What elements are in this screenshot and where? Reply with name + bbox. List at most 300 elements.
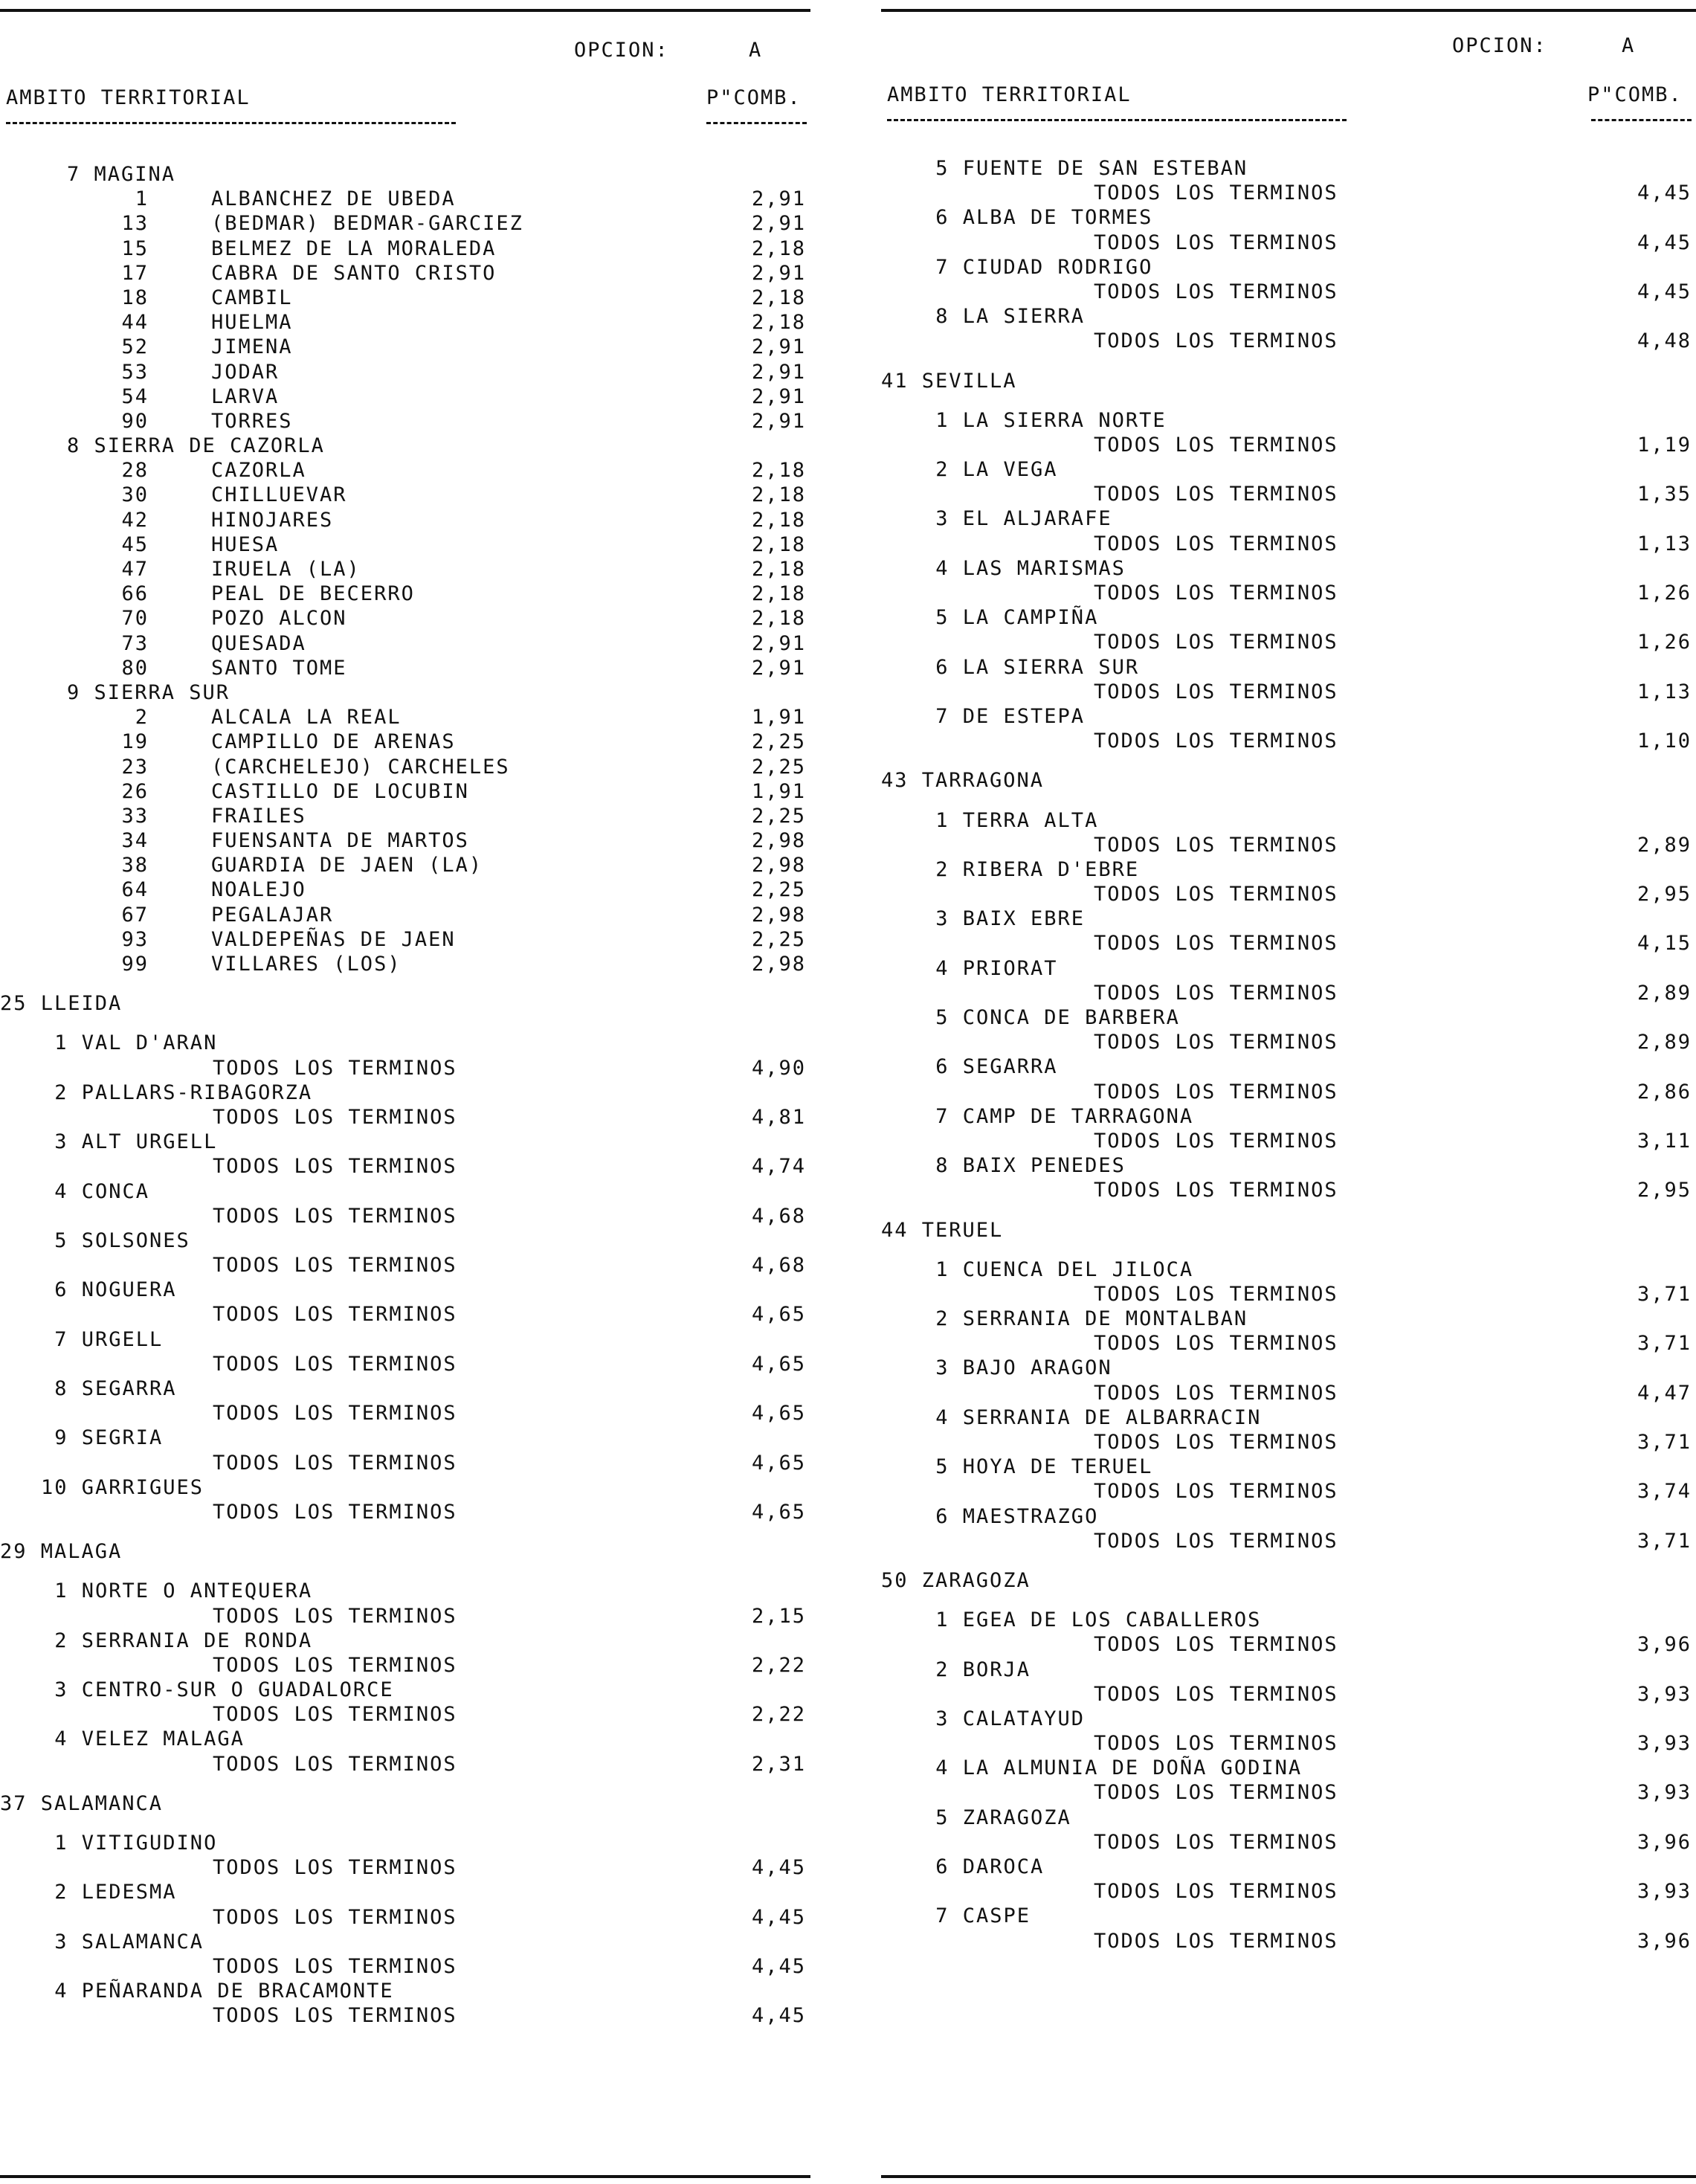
- terms-label: TODOS LOS TERMINOS: [1094, 1031, 1338, 1054]
- pcomb-value: 2,18: [751, 459, 806, 483]
- pcomb-value: 3,96: [1637, 1633, 1692, 1657]
- comarca-heading-label: 6 NOGUERA: [41, 1278, 177, 1302]
- pcomb-value: 1,13: [1637, 532, 1692, 555]
- pcomb-value: 3,71: [1637, 1431, 1692, 1454]
- left-page-column: [0, 0, 810, 2184]
- municipio-row: [0, 755, 810, 779]
- pcomb-value: 4,45: [751, 1954, 806, 1978]
- comarca-heading-label: 4 CONCA: [41, 1179, 150, 1203]
- comarca-heading: [881, 255, 1696, 280]
- header-underline-ambito: [887, 119, 1347, 121]
- terms-row: [881, 630, 1696, 654]
- opcion-value: A: [1622, 34, 1636, 57]
- comarca-heading: [881, 1658, 1696, 1682]
- pcomb-value: 3,93: [1637, 1732, 1692, 1756]
- municipio-name: POZO ALCON: [211, 607, 347, 631]
- municipio-code: 44: [121, 311, 149, 335]
- municipio-row: [0, 187, 810, 211]
- pcomb-value: 1,19: [1637, 433, 1692, 457]
- pcomb-value: 4,74: [751, 1155, 806, 1179]
- top-rule: [0, 9, 810, 12]
- pcomb-value: 3,96: [1637, 1830, 1692, 1854]
- terms-label: TODOS LOS TERMINOS: [1094, 729, 1338, 753]
- terms-row: [0, 1302, 810, 1327]
- comarca-heading-label: 7 DE ESTEPA: [922, 704, 1086, 728]
- municipio-code: 18: [121, 286, 149, 309]
- comarca-heading: [0, 1678, 810, 1702]
- terms-row: [881, 1282, 1696, 1307]
- terms-label: TODOS LOS TERMINOS: [1094, 1332, 1338, 1356]
- pcomb-value: 2,25: [751, 927, 806, 951]
- municipio-code: 45: [121, 532, 149, 556]
- comarca-heading: [0, 1080, 810, 1105]
- municipio-name: VILLARES (LOS): [211, 953, 402, 976]
- terms-label: TODOS LOS TERMINOS: [213, 1604, 457, 1628]
- municipio-row: [0, 631, 810, 656]
- terms-row: [881, 833, 1696, 857]
- comarca-heading: [0, 1930, 810, 1954]
- comarca-heading-label: 9 SIERRA SUR: [67, 680, 230, 704]
- terms-row: [881, 1929, 1696, 1953]
- municipio-row: [0, 310, 810, 335]
- municipio-name: FUENSANTA DE MARTOS: [211, 829, 469, 853]
- pcomb-value: 2,91: [751, 409, 806, 433]
- comarca-heading: [881, 1307, 1696, 1331]
- municipio-code: 42: [121, 508, 149, 532]
- province-heading: [881, 1218, 1696, 1243]
- spacer: [0, 1016, 810, 1031]
- municipio-code: 38: [121, 854, 149, 877]
- pcomb-value: 2,18: [751, 286, 806, 309]
- comarca-heading-label: 1 NORTE O ANTEQUERA: [41, 1579, 313, 1603]
- pcomb-value: 2,25: [751, 878, 806, 902]
- comarca-heading-label: 6 DAROCA: [922, 1855, 1045, 1878]
- spacer: [881, 753, 1696, 768]
- pcomb-value: 1,35: [1637, 483, 1692, 506]
- municipio-code: 17: [121, 261, 149, 285]
- pcomb-value: 2,18: [751, 582, 806, 606]
- comarca-heading-label: 8 SIERRA DE CAZORLA: [67, 434, 325, 458]
- municipio-name: LARVA: [211, 384, 280, 408]
- pcomb-value: 1,91: [751, 779, 806, 803]
- comarca-heading-label: 1 TERRA ALTA: [922, 808, 1099, 832]
- terms-row: [881, 231, 1696, 255]
- comarca-heading-label: 7 CASPE: [922, 1904, 1031, 1928]
- terms-label: TODOS LOS TERMINOS: [1094, 883, 1338, 906]
- comarca-heading: [881, 1608, 1696, 1632]
- municipio-code: 73: [121, 631, 149, 655]
- comarca-heading-label: 5 CONCA DE BARBERA: [922, 1006, 1180, 1029]
- municipio-row: [0, 236, 810, 261]
- right-content: [881, 156, 1696, 1953]
- comarca-heading: [881, 1707, 1696, 1731]
- comarca-heading: [881, 1356, 1696, 1380]
- terms-row: [0, 1905, 810, 1930]
- comarca-heading: [881, 605, 1696, 630]
- municipio-code: 23: [121, 755, 149, 779]
- comarca-heading-label: 2 SERRANIA DE RONDA: [41, 1629, 313, 1652]
- terms-label: TODOS LOS TERMINOS: [213, 1451, 457, 1475]
- terms-row: [0, 1653, 810, 1678]
- spacer: [881, 1203, 1696, 1218]
- terms-row: [0, 1401, 810, 1426]
- terms-label: TODOS LOS TERMINOS: [1094, 181, 1338, 205]
- spacer: [0, 1524, 810, 1539]
- pcomb-value: 4,45: [751, 2004, 806, 2028]
- terms-label: TODOS LOS TERMINOS: [213, 1056, 457, 1080]
- terms-row: [0, 1154, 810, 1179]
- comarca-heading: [0, 1228, 810, 1253]
- comarca-heading-label: 2 LEDESMA: [41, 1881, 177, 1904]
- terms-label: TODOS LOS TERMINOS: [1094, 1381, 1338, 1405]
- terms-label: TODOS LOS TERMINOS: [1094, 932, 1338, 956]
- comarca-heading: [0, 1629, 810, 1653]
- terms-row: [881, 1479, 1696, 1504]
- comarca-heading: [881, 1153, 1696, 1178]
- municipio-row: [0, 335, 810, 359]
- pcomb-value: 4,68: [751, 1204, 806, 1228]
- terms-label: TODOS LOS TERMINOS: [1094, 483, 1338, 506]
- pcomb-value: 4,65: [751, 1402, 806, 1426]
- terms-row: [881, 1632, 1696, 1657]
- comarca-heading-label: 2 LA VEGA: [922, 458, 1058, 482]
- pcomb-value: 4,45: [1637, 181, 1692, 205]
- municipio-row: [0, 927, 810, 952]
- pcomb-value: 2,18: [751, 236, 806, 260]
- terms-row: [881, 1830, 1696, 1855]
- terms-row: [0, 1105, 810, 1130]
- comarca-heading-label: 3 SALAMANCA: [41, 1930, 204, 1953]
- municipio-row: [0, 458, 810, 483]
- municipio-name: CASTILLO DE LOCUBIN: [211, 779, 469, 803]
- terms-row: [0, 1253, 810, 1278]
- municipio-name: HINOJARES: [211, 508, 334, 532]
- comarca-heading-label: 7 CIUDAD RODRIGO: [922, 255, 1153, 279]
- comarca-heading-label: 4 VELEZ MALAGA: [41, 1727, 245, 1751]
- pcomb-value: 2,89: [1637, 981, 1692, 1005]
- terms-label: TODOS LOS TERMINOS: [213, 1653, 457, 1677]
- spacer: [881, 1243, 1696, 1257]
- municipio-name: (CARCHELEJO) CARCHELES: [211, 755, 510, 779]
- province-heading: [0, 1791, 810, 1816]
- pcomb-value: 3,11: [1637, 1129, 1692, 1153]
- municipio-code: 34: [121, 829, 149, 853]
- municipio-code: 15: [121, 236, 149, 260]
- pcomb-value: 2,25: [751, 804, 806, 828]
- comarca-heading: [881, 304, 1696, 329]
- pcomb-value: 3,71: [1637, 1282, 1692, 1306]
- municipio-name: CAZORLA: [211, 459, 306, 483]
- comarca-heading: [881, 506, 1696, 531]
- pcomb-value: 2,95: [1637, 1179, 1692, 1202]
- municipio-code: 1: [135, 187, 149, 211]
- pcomb-value: 2,15: [751, 1604, 806, 1628]
- comarca-heading: [881, 956, 1696, 981]
- pcomb-value: 4,45: [1637, 280, 1692, 303]
- municipio-name: PEAL DE BECERRO: [211, 582, 415, 606]
- pcomb-value: 2,25: [751, 730, 806, 754]
- terms-label: TODOS LOS TERMINOS: [213, 1402, 457, 1426]
- spacer: [0, 1816, 810, 1831]
- municipio-row: [0, 828, 810, 853]
- comarca-heading-label: 6 LA SIERRA SUR: [922, 655, 1140, 679]
- comarca-heading-label: 1 VITIGUDINO: [41, 1832, 218, 1855]
- terms-label: TODOS LOS TERMINOS: [1094, 680, 1338, 703]
- comarca-heading-label: 4 PEÑARANDA DE BRACAMONTE: [41, 1980, 394, 2003]
- terms-row: [881, 1080, 1696, 1104]
- terms-row: [881, 1731, 1696, 1756]
- header-underline-pcomb: [1591, 119, 1692, 121]
- municipio-row: [0, 261, 810, 286]
- municipio-name: CAMBIL: [211, 286, 293, 309]
- pcomb-value: 2,98: [751, 903, 806, 927]
- comarca-heading: [0, 1831, 810, 1855]
- comarca-heading-label: 5 FUENTE DE SAN ESTEBAN: [922, 157, 1248, 180]
- terms-label: TODOS LOS TERMINOS: [1094, 1929, 1338, 1953]
- municipio-row: [0, 729, 810, 754]
- terms-row: [881, 680, 1696, 704]
- municipio-row: [0, 360, 810, 384]
- comarca-heading-label: 5 HOYA DE TERUEL: [922, 1455, 1153, 1479]
- pcomb-value: 2,22: [751, 1653, 806, 1677]
- comarca-heading: [881, 906, 1696, 931]
- pcomb-value: 2,18: [751, 532, 806, 556]
- pcomb-value: 4,68: [751, 1254, 806, 1278]
- terms-row: [881, 482, 1696, 506]
- pcomb-value: 2,18: [751, 558, 806, 581]
- terms-row: [0, 1752, 810, 1776]
- pcomb-value: 3,71: [1637, 1529, 1692, 1553]
- comarca-heading: [881, 156, 1696, 181]
- comarca-heading-label: 3 CALATAYUD: [922, 1707, 1086, 1730]
- municipio-name: FRAILES: [211, 804, 306, 828]
- pcomb-value: 2,91: [751, 187, 806, 211]
- municipio-name: CHILLUEVAR: [211, 483, 347, 507]
- header-underline-pcomb: [706, 122, 807, 124]
- municipio-name: HUESA: [211, 532, 280, 556]
- municipio-row: [0, 952, 810, 976]
- pcomb-value: 2,91: [751, 335, 806, 359]
- comarca-heading: [881, 1005, 1696, 1030]
- province-heading: [0, 1539, 810, 1564]
- pcomb-value: 2,18: [751, 508, 806, 532]
- terms-row: [0, 2003, 810, 2028]
- municipio-row: [0, 779, 810, 804]
- pcomb-value: 2,18: [751, 311, 806, 335]
- terms-row: [881, 1381, 1696, 1405]
- terms-label: TODOS LOS TERMINOS: [1094, 1431, 1338, 1454]
- spacer: [881, 1553, 1696, 1568]
- municipio-row: [0, 409, 810, 434]
- terms-label: TODOS LOS TERMINOS: [1094, 433, 1338, 457]
- province-heading: [881, 768, 1696, 793]
- terms-label: TODOS LOS TERMINOS: [1094, 1880, 1338, 1904]
- terms-row: [881, 329, 1696, 353]
- municipio-code: 47: [121, 558, 149, 581]
- pcomb-value: 2,91: [751, 261, 806, 285]
- terms-label: TODOS LOS TERMINOS: [1094, 329, 1338, 353]
- terms-label: TODOS LOS TERMINOS: [1094, 1781, 1338, 1805]
- municipio-name: VALDEPEÑAS DE JAEN: [211, 927, 456, 951]
- comarca-heading: [0, 1179, 810, 1204]
- comarca-heading: [881, 655, 1696, 680]
- comarca-heading-label: 5 SOLSONES: [41, 1228, 190, 1252]
- terms-label: TODOS LOS TERMINOS: [1094, 1179, 1338, 1202]
- comarca-heading: [0, 1880, 810, 1904]
- pcomb-value: 1,26: [1637, 582, 1692, 605]
- comarca-heading-label: 2 BORJA: [922, 1658, 1031, 1681]
- terms-label: TODOS LOS TERMINOS: [213, 1105, 457, 1129]
- column-header-pcomb: P"COMB.: [706, 86, 802, 109]
- pcomb-value: 4,90: [751, 1056, 806, 1080]
- column-header-ambito: AMBITO TERRITORIAL: [6, 86, 251, 109]
- terms-label: TODOS LOS TERMINOS: [1094, 631, 1338, 654]
- comarca-heading: [0, 1031, 810, 1055]
- terms-label: TODOS LOS TERMINOS: [1094, 833, 1338, 857]
- pcomb-value: 4,47: [1637, 1381, 1692, 1405]
- spacer: [881, 1593, 1696, 1608]
- terms-label: TODOS LOS TERMINOS: [1094, 1830, 1338, 1854]
- comarca-heading: [881, 1455, 1696, 1479]
- pcomb-value: 1,13: [1637, 680, 1692, 703]
- terms-label: TODOS LOS TERMINOS: [213, 1905, 457, 1929]
- terms-row: [881, 581, 1696, 605]
- comarca-heading: [881, 1257, 1696, 1282]
- province-heading-label: 50 ZARAGOZA: [881, 1568, 1031, 1592]
- municipio-name: CABRA DE SANTO CRISTO: [211, 261, 497, 285]
- municipio-row: [0, 211, 810, 236]
- comarca-heading: [0, 1579, 810, 1603]
- municipio-row: [0, 483, 810, 507]
- pcomb-value: 2,91: [751, 656, 806, 680]
- municipio-name: BELMEZ DE LA MORALEDA: [211, 236, 497, 260]
- pcomb-value: 2,98: [751, 953, 806, 976]
- spacer: [0, 1564, 810, 1579]
- comarca-heading-label: 5 ZARAGOZA: [922, 1805, 1071, 1829]
- pcomb-value: 4,81: [751, 1105, 806, 1129]
- municipio-row: [0, 384, 810, 409]
- spacer: [881, 393, 1696, 408]
- comarca-heading-label: 6 SEGARRA: [922, 1055, 1058, 1079]
- pcomb-value: 3,93: [1637, 1781, 1692, 1805]
- pcomb-value: 1,26: [1637, 631, 1692, 654]
- terms-row: [881, 729, 1696, 753]
- terms-row: [0, 1500, 810, 1524]
- municipio-row: [0, 804, 810, 828]
- terms-row: [881, 1129, 1696, 1153]
- municipio-code: 19: [121, 730, 149, 754]
- municipio-row: [0, 877, 810, 902]
- municipio-name: IRUELA (LA): [211, 558, 361, 581]
- column-header-pcomb: P"COMB.: [1587, 83, 1683, 106]
- top-rule: [881, 9, 1696, 12]
- comarca-heading: [881, 1405, 1696, 1430]
- comarca-heading-label: 4 PRIORAT: [922, 956, 1058, 980]
- left-content: [0, 162, 810, 2029]
- comarca-heading-label: 2 RIBERA D'EBRE: [922, 857, 1140, 881]
- terms-label: TODOS LOS TERMINOS: [1094, 1129, 1338, 1153]
- comarca-heading-label: 7 MAGINA: [67, 163, 176, 186]
- comarca-heading: [0, 1130, 810, 1154]
- comarca-heading: [881, 857, 1696, 882]
- pcomb-value: 3,71: [1637, 1332, 1692, 1356]
- municipio-name: CAMPILLO DE ARENAS: [211, 730, 456, 754]
- municipio-code: 67: [121, 903, 149, 927]
- municipio-code: 80: [121, 656, 149, 680]
- municipio-name: NOALEJO: [211, 878, 306, 902]
- comarca-heading-label: 6 ALBA DE TORMES: [922, 206, 1153, 230]
- comarca-heading-label: 3 BAJO ARAGON: [922, 1356, 1112, 1380]
- comarca-heading-label: 8 BAIX PENEDES: [922, 1154, 1126, 1178]
- terms-row: [881, 532, 1696, 556]
- municipio-code: 52: [121, 335, 149, 359]
- terms-row: [881, 1682, 1696, 1707]
- municipio-row: [0, 903, 810, 927]
- comarca-heading-label: 2 SERRANIA DE MONTALBAN: [922, 1307, 1248, 1331]
- comarca-heading: [881, 457, 1696, 482]
- terms-row: [881, 882, 1696, 906]
- comarca-heading: [881, 205, 1696, 230]
- terms-label: TODOS LOS TERMINOS: [213, 1303, 457, 1327]
- pcomb-value: 4,15: [1637, 932, 1692, 956]
- municipio-name: TORRES: [211, 409, 293, 433]
- municipio-name: ALBANCHEZ DE UBEDA: [211, 187, 456, 211]
- pcomb-value: 2,89: [1637, 1031, 1692, 1054]
- terms-label: TODOS LOS TERMINOS: [1094, 1633, 1338, 1657]
- bottom-rule: [0, 2175, 810, 2178]
- comarca-heading-label: 8 SEGARRA: [41, 1377, 177, 1400]
- pcomb-value: 2,31: [751, 1752, 806, 1776]
- comarca-heading: [881, 1904, 1696, 1928]
- municipio-code: 2: [135, 706, 149, 729]
- province-heading-label: 29 MALAGA: [0, 1540, 123, 1564]
- municipio-name: GUARDIA DE JAEN (LA): [211, 854, 483, 877]
- comarca-heading: [0, 1376, 810, 1401]
- comarca-heading: [0, 1979, 810, 2003]
- comarca-heading: [881, 808, 1696, 833]
- municipio-name: SANTO TOME: [211, 656, 347, 680]
- municipio-name: PEGALAJAR: [211, 903, 334, 927]
- spacer: [881, 354, 1696, 369]
- municipio-code: 66: [121, 582, 149, 606]
- pcomb-value: 1,91: [751, 706, 806, 729]
- municipio-code: 93: [121, 927, 149, 951]
- municipio-row: [0, 557, 810, 582]
- comarca-heading-label: 4 LA ALMUNIA DE DOÑA GODINA: [922, 1756, 1303, 1780]
- municipio-name: HUELMA: [211, 311, 293, 335]
- comarca-heading: [881, 1054, 1696, 1079]
- terms-row: [881, 931, 1696, 956]
- terms-label: TODOS LOS TERMINOS: [1094, 1529, 1338, 1553]
- right-page-column: [881, 0, 1696, 2184]
- opcion-value: A: [749, 39, 763, 62]
- terms-label: TODOS LOS TERMINOS: [213, 1752, 457, 1776]
- terms-label: TODOS LOS TERMINOS: [213, 2004, 457, 2028]
- province-heading-label: 37 SALAMANCA: [0, 1791, 164, 1815]
- terms-label: TODOS LOS TERMINOS: [213, 1204, 457, 1228]
- terms-label: TODOS LOS TERMINOS: [213, 1352, 457, 1376]
- comarca-heading-label: 1 LA SIERRA NORTE: [922, 408, 1167, 432]
- pcomb-value: 3,93: [1637, 1682, 1692, 1706]
- pcomb-value: 3,74: [1637, 1480, 1692, 1504]
- bottom-rule: [881, 2175, 1696, 2178]
- terms-row: [881, 1780, 1696, 1805]
- spacer: [0, 1776, 810, 1791]
- terms-row: [881, 1178, 1696, 1202]
- terms-label: TODOS LOS TERMINOS: [1094, 1480, 1338, 1504]
- province-heading-label: 44 TERUEL: [881, 1218, 1004, 1242]
- comarca-heading-label: 2 PALLARS-RIBAGORZA: [41, 1080, 313, 1104]
